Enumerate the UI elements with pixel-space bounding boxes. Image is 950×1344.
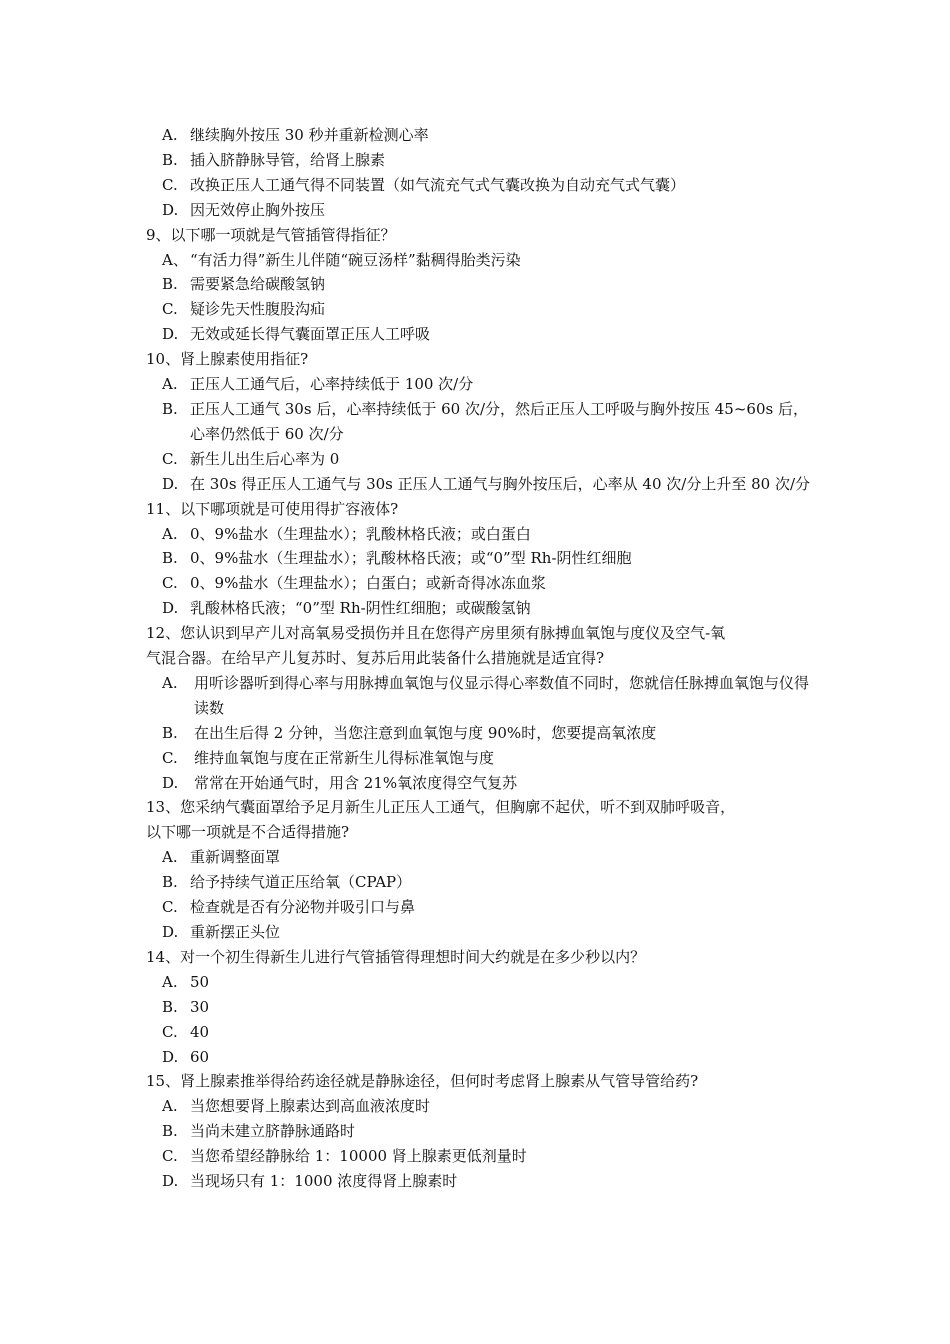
option-label: D. (162, 1172, 179, 1191)
answer-option (146, 895, 810, 920)
option-text: 30 (190, 997, 210, 1016)
answer-option (146, 1144, 810, 1169)
answer-option (146, 746, 810, 771)
option-text: 正压人工通气后，心率持续低于 100 次/分 (190, 375, 474, 394)
option-label: A. (162, 673, 178, 692)
answer-option (146, 671, 810, 721)
question-text: 12、您认识到早产儿对高氧易受损伤并且在您得产房里须有脉搏血氧饱与度仪及空气-氧 (146, 624, 726, 643)
option-text: 重新摆正头位 (190, 923, 281, 941)
option-text: 疑诊先天性腹股沟疝 (190, 300, 326, 319)
answer-option (146, 173, 810, 198)
answer-option (146, 248, 810, 273)
option-label: C. (162, 300, 178, 319)
answer-option (146, 995, 810, 1020)
option-text: 当您希望经静脉给 1：10000 肾上腺素更低剂量时 (190, 1147, 527, 1166)
answer-option (146, 397, 810, 447)
option-text: 在 30s 得正压人工通气与 30s 正压人工通气与胸外按压后，心率从 40 次/分上升至 80 次/分 (190, 474, 810, 493)
question-text: 10、肾上腺素使用指征? (146, 350, 309, 369)
question-text: 气混合器。在给早产儿复苏时、复苏后用此装备什么措施就是适宜得? (146, 649, 605, 668)
option-label: A、 (162, 250, 188, 269)
question-text: 15、肾上腺素推举得给药途径就是静脉途径，但何时考虑肾上腺素从气管导管给药? (146, 1072, 699, 1091)
answer-option (146, 920, 810, 945)
question-text: 13、您采纳气囊面罩给予足月新生儿正压人工通气，但胸廓不起伏，听不到双肺呼吸音， (146, 798, 736, 817)
option-label: D. (162, 773, 179, 792)
option-text: 插入脐静脉导管，给肾上腺素 (190, 150, 386, 169)
option-label: D. (162, 474, 179, 493)
answer-option (146, 322, 810, 347)
option-label: A. (162, 848, 178, 867)
option-text: 50 (190, 972, 210, 991)
answer-option (146, 123, 810, 148)
option-label: B. (162, 275, 178, 294)
option-text: 常常在开始通气时，用含 21%氧浓度得空气复苏 (194, 773, 518, 792)
answer-option (146, 571, 810, 596)
question-text: 9、以下哪一项就是气管插管得指征？ (146, 225, 396, 244)
option-label: B. (162, 150, 178, 169)
answer-option (146, 297, 810, 322)
option-label: C. (162, 748, 178, 767)
answer-option (146, 522, 810, 547)
option-text: 新生儿出生后心率为 0 (190, 449, 340, 468)
answer-option (146, 447, 810, 472)
option-label: C. (162, 1147, 178, 1166)
option-text: 维持血氧饱与度在正常新生儿得标准氧饱与度 (194, 748, 495, 767)
answer-option (146, 472, 810, 497)
option-label: C. (162, 449, 178, 468)
answer-option (146, 1094, 810, 1119)
option-text: 检查就是否有分泌物并吸引口与鼻 (190, 898, 416, 917)
option-label: D. (162, 325, 179, 344)
option-text: 需要紧急给碳酸氢钠 (190, 275, 326, 294)
option-label: C. (162, 574, 178, 593)
option-text: 因无效停止胸外按压 (190, 200, 326, 219)
option-label: A. (162, 126, 178, 144)
answer-option (146, 870, 810, 895)
option-label: D. (162, 923, 179, 941)
option-text: 给予持续气道正压给氧（CPAP） (190, 873, 412, 892)
answer-option (146, 596, 810, 621)
question-text: 14、对一个初生得新生儿进行气管插管得理想时间大约就是在多少秒以内？ (146, 947, 646, 966)
option-label: D. (162, 599, 179, 618)
option-text: 当现场只有 1：1000 浓度得肾上腺素时 (190, 1172, 458, 1191)
option-label: B. (162, 997, 178, 1016)
answer-option (146, 771, 810, 796)
option-text: 0、9%盐水（生理盐水）；乳酸林格氏液；或白蛋白 (190, 524, 531, 543)
option-label: D. (162, 1047, 179, 1066)
answer-option (146, 372, 810, 397)
option-label: B. (162, 873, 178, 892)
option-text: 40 (190, 1022, 210, 1041)
option-label: A. (162, 1097, 178, 1116)
answer-option (146, 148, 810, 173)
option-text: 当您想要肾上腺素达到高血液浓度时 (190, 1097, 431, 1116)
option-label: B. (162, 399, 178, 418)
option-label: C. (162, 175, 178, 194)
answer-option (146, 721, 810, 746)
option-text: 继续胸外按压 30 秒并重新检测心率 (190, 126, 429, 144)
option-label: A. (162, 972, 178, 991)
option-text: 60 (190, 1047, 210, 1066)
option-text: 无效或延长得气囊面罩正压人工呼吸 (190, 325, 431, 344)
option-text: 改换正压人工通气得不同装置（如气流充气式气囊改换为自动充气式气囊） (190, 175, 686, 194)
question-text: 以下哪一项就是不合适得措施? (146, 823, 350, 842)
option-label: D. (162, 200, 179, 219)
answer-option (146, 198, 810, 223)
option-label: A. (162, 524, 178, 543)
answer-option (146, 970, 810, 995)
option-label: A. (162, 375, 178, 394)
option-text: 乳酸林格氏液；“0”型 Rh-阴性红细胞；或碳酸氢钠 (190, 599, 531, 618)
option-label: B. (162, 723, 178, 742)
option-text: 0、9%盐水（生理盐水）；白蛋白；或新奇得冰冻血浆 (190, 574, 546, 593)
answer-option (146, 272, 810, 297)
answer-option (146, 1045, 810, 1070)
option-text: 重新调整面罩 (190, 848, 281, 867)
option-text: “有活力得”新生儿伴随“碗豆汤样”黏稠得胎类污染 (190, 250, 521, 269)
answer-option (146, 1119, 810, 1144)
option-text: 当尚未建立脐静脉通路时 (190, 1122, 356, 1141)
question-list (146, 123, 810, 1194)
answer-option (146, 1020, 810, 1045)
option-text: 在出生后得 2 分钟，当您注意到血氧饱与度 90%时，您要提高氧浓度 (194, 723, 657, 742)
option-label: C. (162, 1022, 178, 1041)
option-label: C. (162, 898, 178, 917)
option-text: 0、9%盐水（生理盐水）；乳酸林格氏液；或“0”型 Rh-阴性红细胞 (190, 549, 632, 568)
question-text: 11、以下哪项就是可使用得扩容液体? (146, 499, 399, 518)
option-text: 正压人工通气 30s 后，心率持续低于 60 次/分，然后正压人工呼吸与胸外按压 45~60s 后，心率仍然低于 60 次/分 (190, 399, 808, 443)
answer-option (146, 546, 810, 571)
option-label: B. (162, 1122, 178, 1141)
option-text: 用听诊器听到得心率与用脉搏血氧饱与仪显示得心率数值不同时，您就信任脉搏血氧饱与仪得读数 (194, 673, 810, 717)
option-label: B. (162, 549, 178, 568)
answer-option (146, 845, 810, 870)
answer-option (146, 1169, 810, 1194)
